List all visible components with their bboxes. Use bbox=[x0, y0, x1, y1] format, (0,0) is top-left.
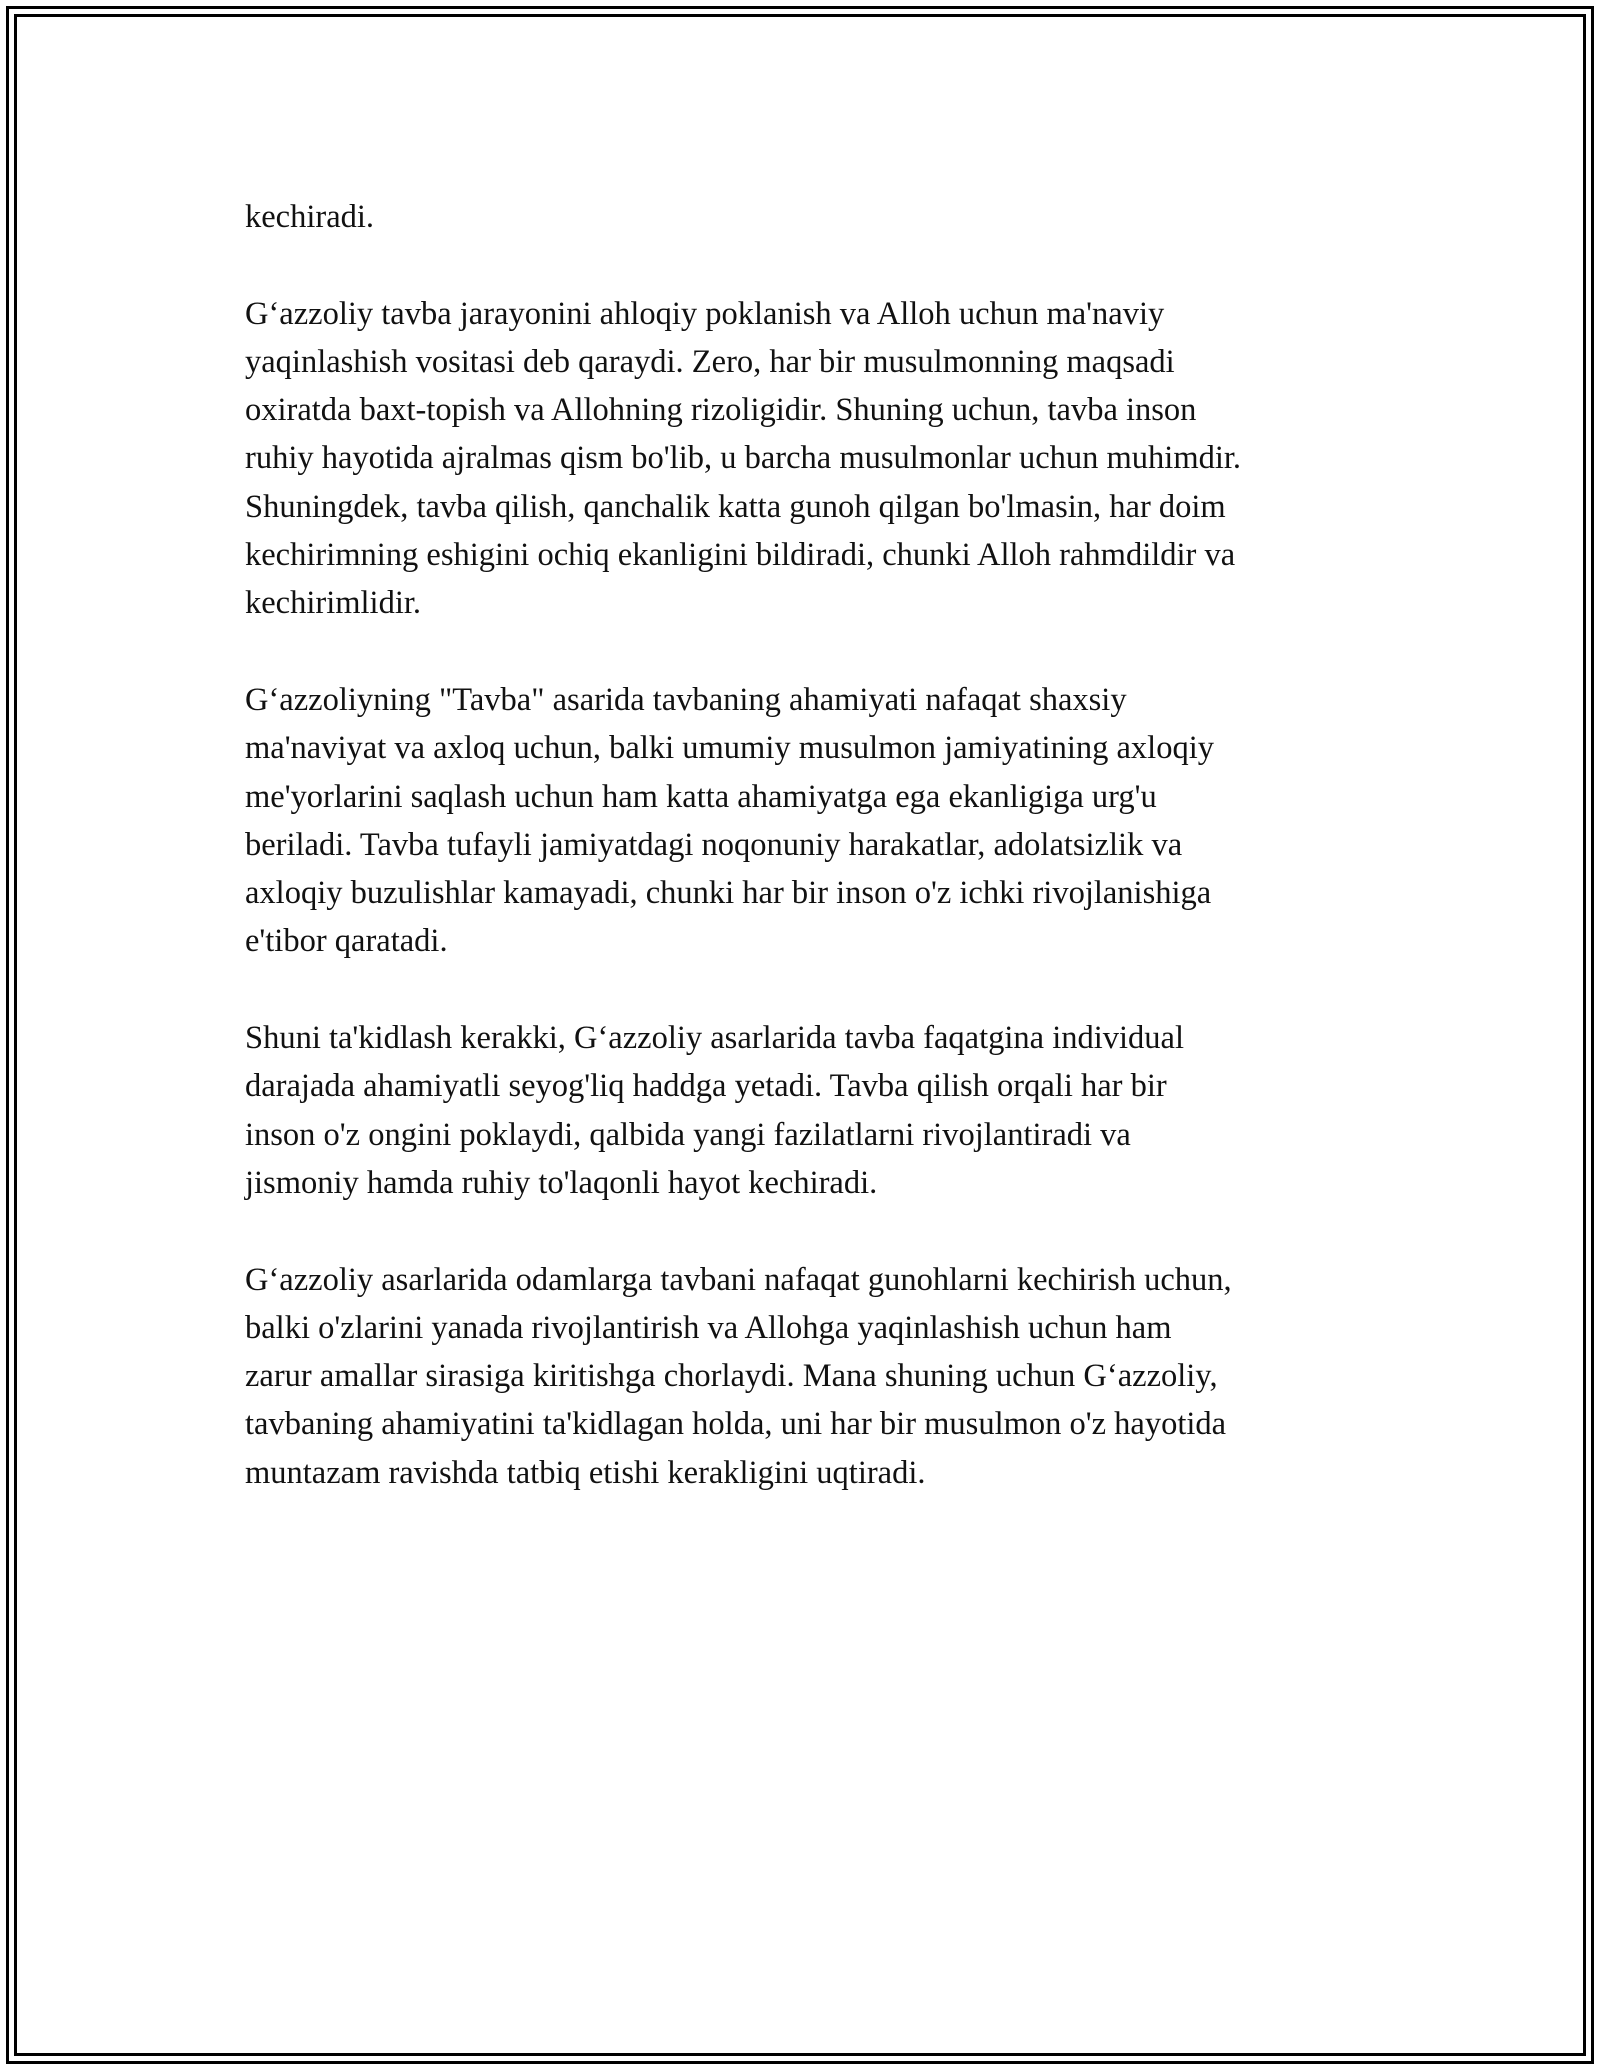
page-border bbox=[6, 6, 1594, 2064]
paragraph-2: G‘azzoliy tavba jarayonini ahloqiy poklanish va Alloh uchun ma'naviy yaqinlashish vositasi deb qaraydi. Zero, har bir musulmonning maqsadi oxiratda baxt-topish va Allohning rizoligidir. Shuning uchun, tavba inson ruhiy hayotida ajralmas qism bo'lib, u barcha musulmonlar uchun muhimdir. Shuningdek, tavba qilish, qanchalik katta gunoh qilgan bo'lmasin, har doim kechirimning eshigini ochiq ekanligini bildiradi, chunki Alloh rahmdildir va kechirimlidir. bbox=[245, 295, 1242, 622]
paragraph-3: G‘azzoliyning "Tavba" asarida tavbaning ahamiyati nafaqat shaxsiy ma'naviyat va axloq uchun, balki umumiy musulmon jamiyatining axloqiy me'yorlarini saqlash uchun ham katta ahamiyatga ega ekanligiga urg'u beriladi. Tavba tufayli jamiyatdagi noqonuniy harakatlar, adolatsizlik va axloqiy buzulishlar kamayadi, chunki har bir inson o'z ichki rivojlanishiga e'tibor qaratadi. bbox=[245, 681, 1214, 960]
paragraph-4: Shuni ta'kidlash kerakki, G‘azzoliy asarlarida tavba faqatgina individual darajada ahamiyatli seyog'liq haddga yetadi. Tavba qilish orqali har bir inson o'z ongini poklaydi, qalbida yangi fazilatlarni rivojlantiradi va jismoniy hamda ruhiy to'laqonli hayot kechiradi. bbox=[245, 1020, 1185, 1201]
paragraph-1: kechiradi. bbox=[245, 199, 375, 235]
document-body bbox=[245, 193, 1395, 1545]
paragraph-5: G‘azzoliy asarlarida odamlarga tavbani nafaqat gunohlarni kechirish uchun, balki o'zlarini yanada rivojlantirish va Allohga yaqinlashish uchun ham zarur amallar sirasiga kiritishga chorlaydi. Mana shuning uchun G‘azzoliy, tavbaning ahamiyatini ta'kidlagan holda, uni har bir musulmon o'z hayotida muntazam ravishda tatbiq etishi kerakligini uqtiradi. bbox=[245, 1261, 1232, 1491]
